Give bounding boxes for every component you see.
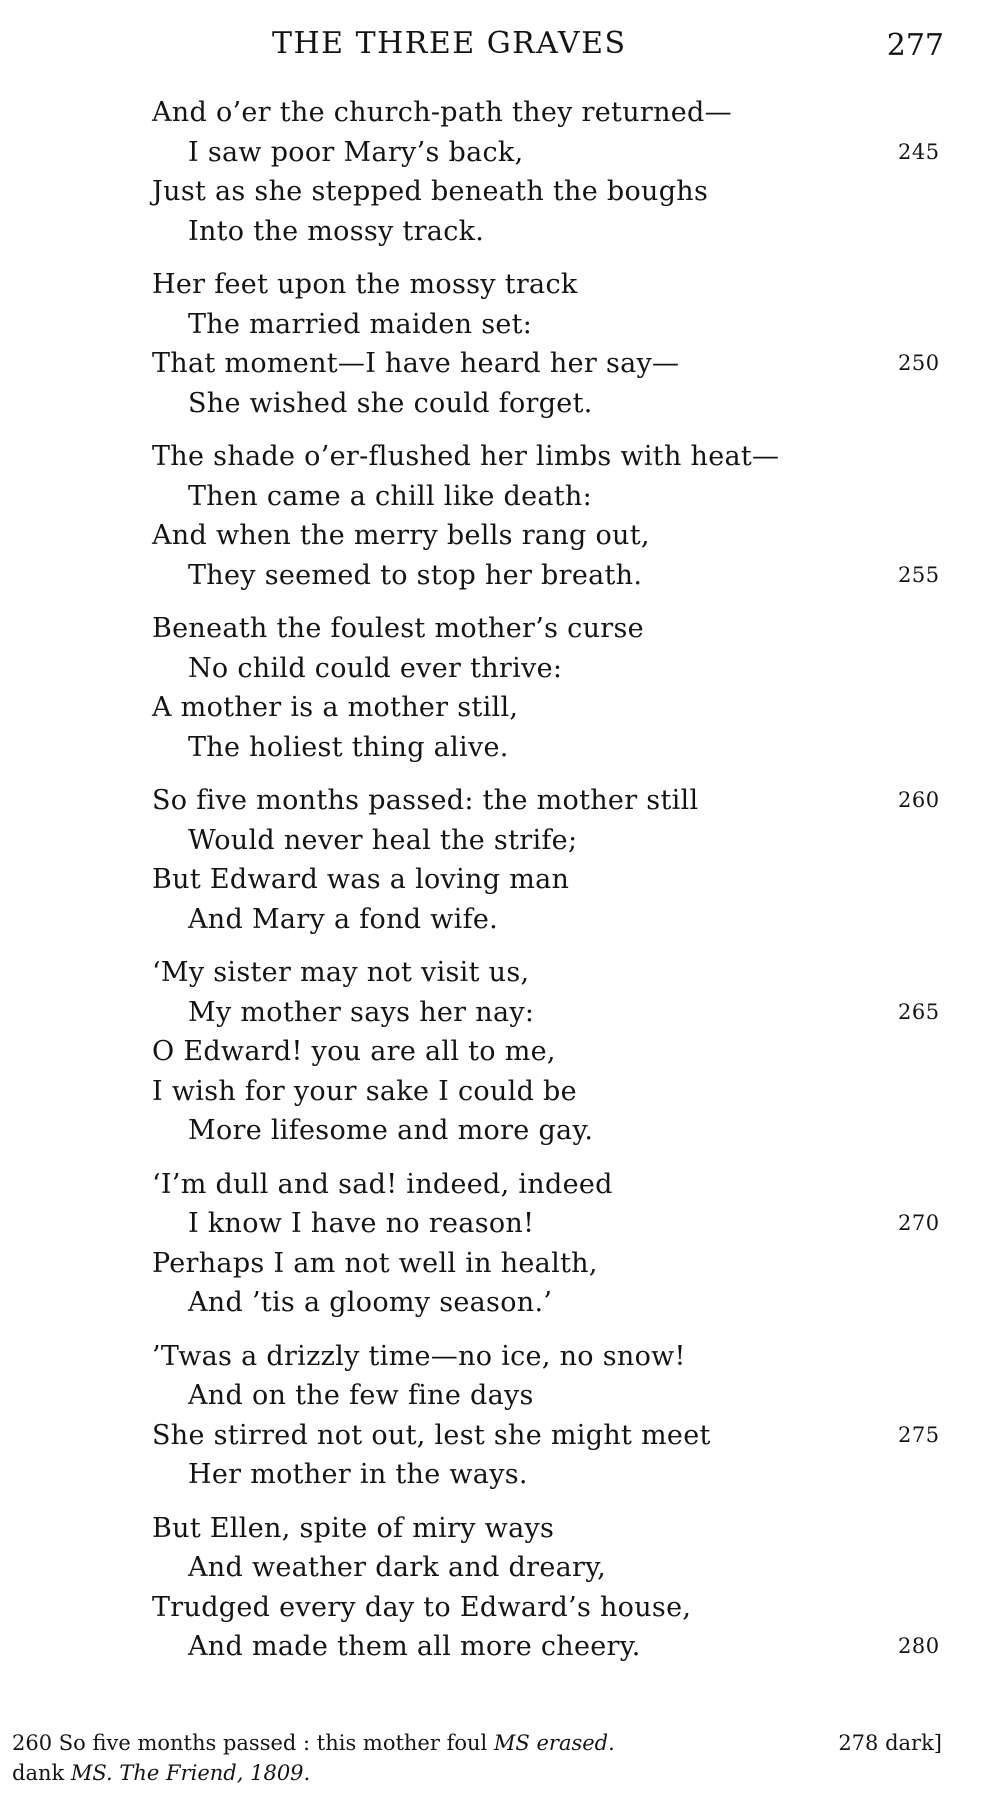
footnote-emphasis: MS. The Friend, 1809.: [70, 1761, 311, 1785]
verse-line: [152, 1244, 952, 1284]
verse-line: [152, 781, 952, 821]
verse-line: [152, 1416, 952, 1456]
verse-text: And ’tis a gloomy season.’: [188, 1287, 553, 1318]
verse-line: [152, 516, 952, 556]
footnote-line: [12, 1728, 942, 1758]
verse-line: [152, 477, 952, 517]
stanza: [152, 1337, 952, 1495]
verse-line: [152, 688, 952, 728]
verse-line: [152, 133, 952, 173]
footnote-text: So five months passed : this mother foul: [58, 1731, 488, 1755]
verse-line: [152, 437, 952, 477]
verse-text: And o’er the church-path they returned—: [152, 97, 732, 128]
verse-text: Her mother in the ways.: [188, 1459, 528, 1490]
verse-text: ‘I’m dull and sad! indeed, indeed: [152, 1168, 613, 1200]
verse-text: Her feet upon the mossy track: [152, 269, 578, 300]
verse-text: And on the few fine days: [188, 1380, 534, 1411]
footnote-text: dank: [12, 1761, 65, 1785]
verse-text: The married maiden set:: [188, 308, 533, 340]
verse-text: They seemed to stop her breath.: [188, 559, 643, 591]
line-number: 280: [898, 1634, 940, 1658]
verse-text: And made them all more cheery.: [188, 1631, 641, 1662]
verse-line: [152, 609, 952, 649]
verse-line: [152, 344, 952, 384]
stanza: [152, 93, 952, 251]
verse-line: [152, 1111, 952, 1151]
page-header: [0, 26, 1000, 70]
verse-text: She stirred not out, lest she might meet: [152, 1419, 711, 1451]
verse-text: But Edward was a loving man: [152, 864, 570, 895]
footnote: [12, 1728, 942, 1788]
verse-line: [152, 821, 952, 861]
footnote-variant: 278 dark]: [838, 1731, 942, 1755]
verse-line: [152, 993, 952, 1033]
verse-text: My mother says her nay:: [188, 996, 535, 1028]
verse-line: [152, 305, 952, 345]
line-number: 255: [898, 562, 940, 587]
verse-line: [152, 265, 952, 305]
verse-text: And weather dark and dreary,: [188, 1552, 607, 1583]
verse-text: So five months passed: the mother still: [152, 785, 699, 816]
verse-text: I wish for your sake I could be: [152, 1075, 577, 1107]
stanza: [152, 265, 952, 423]
running-title: THE THREE GRAVES: [272, 26, 627, 61]
verse-text: I saw poor Mary’s back,: [188, 136, 524, 168]
footnote-emphasis: MS erased.: [493, 1731, 615, 1755]
verse-line: [152, 93, 952, 133]
verse-line: [152, 556, 952, 596]
verse-line: [152, 1283, 952, 1323]
verse-text: ‘My sister may not visit us,: [152, 957, 530, 988]
verse-text: Just as she stepped beneath the boughs: [152, 176, 709, 207]
verse-text: O Edward! you are all to me,: [152, 1036, 556, 1067]
verse-text: Perhaps I am not well in health,: [152, 1247, 598, 1279]
stanza: [152, 953, 952, 1151]
verse-text: Would never heal the strife;: [188, 824, 578, 856]
line-number: 250: [898, 351, 940, 375]
poem-body: [152, 93, 952, 1681]
verse-line: [152, 1204, 952, 1244]
stanza: [152, 1509, 952, 1667]
footnote-line: [12, 1758, 942, 1788]
verse-text: Trudged every day to Edward’s house,: [152, 1591, 692, 1623]
verse-text: That moment—I have heard her say—: [152, 348, 680, 379]
verse-text: She wished she could forget.: [188, 387, 593, 419]
verse-text: ’Twas a drizzly time—no ice, no snow!: [152, 1340, 686, 1372]
verse-text: More lifesome and more gay.: [188, 1115, 594, 1146]
verse-text: Then came a chill like death:: [188, 480, 592, 512]
stanza: [152, 609, 952, 767]
line-number: 245: [898, 139, 940, 164]
verse-text: Into the mossy track.: [188, 215, 485, 247]
verse-line: [152, 172, 952, 212]
verse-line: [152, 384, 952, 424]
verse-line: [152, 1337, 952, 1377]
verse-text: The holiest thing alive.: [188, 731, 509, 763]
verse-line: [152, 1509, 952, 1549]
verse-line: [152, 728, 952, 768]
stanza: [152, 1165, 952, 1323]
verse-text: Beneath the foulest mother’s curse: [152, 613, 644, 644]
verse-line: [152, 1548, 952, 1588]
line-number: 260: [898, 788, 940, 812]
verse-text: No child could ever thrive:: [188, 652, 563, 684]
verse-line: [152, 860, 952, 900]
line-number: 270: [898, 1211, 940, 1235]
verse-text: The shade o’er-flushed her limbs with heat—: [152, 441, 780, 472]
verse-line: [152, 1376, 952, 1416]
verse-line: [152, 1032, 952, 1072]
stanza: [152, 781, 952, 939]
verse-text: And Mary a fond wife.: [188, 903, 499, 935]
verse-line: [152, 1072, 952, 1112]
stanza: [152, 437, 952, 595]
footnote-ref: 260: [12, 1731, 53, 1755]
verse-text: And when the merry bells rang out,: [152, 520, 650, 551]
verse-line: [152, 953, 952, 993]
verse-text: I know I have no reason!: [188, 1208, 535, 1239]
verse-text: But Ellen, spite of miry ways: [152, 1512, 555, 1544]
verse-line: [152, 1165, 952, 1205]
line-number: 265: [898, 999, 940, 1024]
verse-line: [152, 900, 952, 940]
verse-line: [152, 212, 952, 252]
verse-text: A mother is a mother still,: [152, 692, 519, 723]
verse-line: [152, 1588, 952, 1628]
verse-line: [152, 1455, 952, 1495]
verse-line: [152, 649, 952, 689]
line-number: 275: [898, 1422, 940, 1447]
verse-line: [152, 1627, 952, 1667]
page-number: 277: [886, 28, 944, 63]
